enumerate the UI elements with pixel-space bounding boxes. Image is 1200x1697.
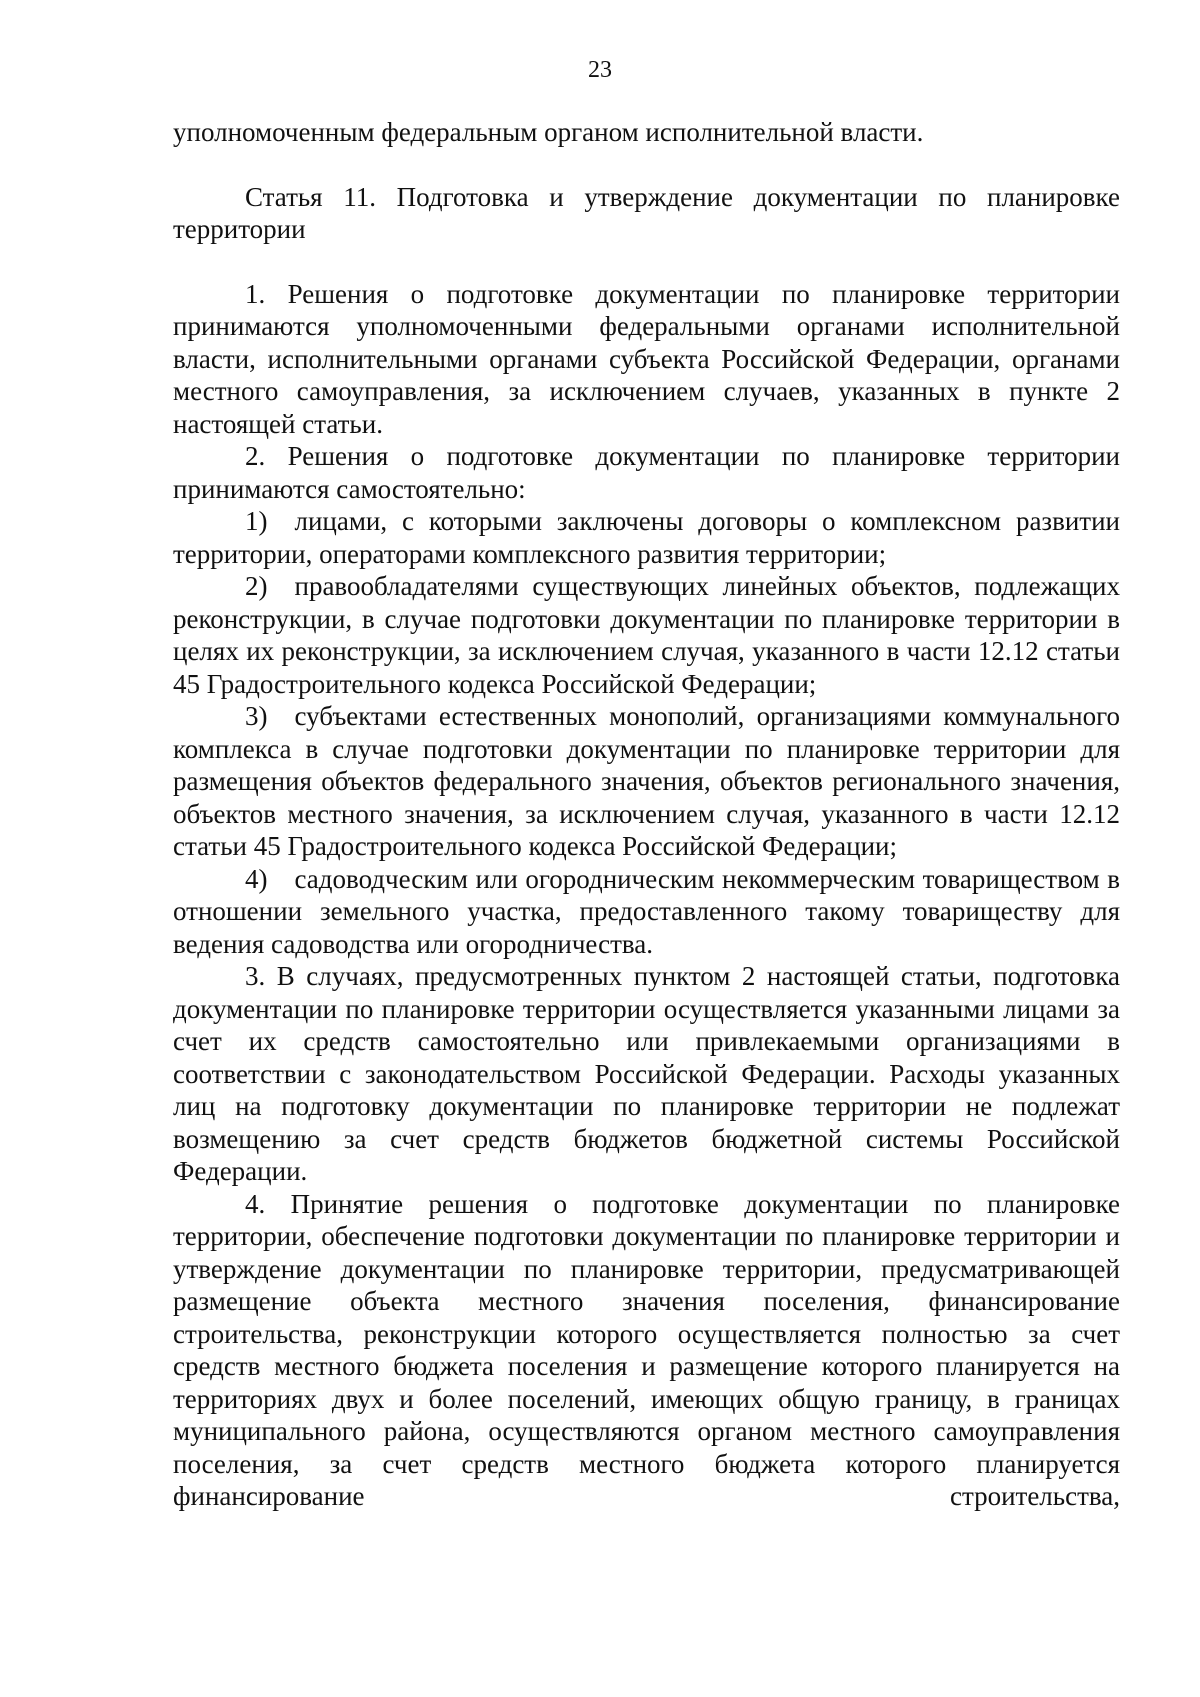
paragraph-3: 3. В случаях, предусмотренных пунктом 2 настоящей статьи, подготовка документации по планировке территории осуществляется указанными лицами за счет их средств самостоятельно или привлекаемыми организациями в соответствии с законодательством Российской Федерации. Расходы указанных лиц на подготовку документации по планировке территории не подлежат возмещению за счет средств бюджетов бюджетной системы Российской Федерации. — [173, 961, 1120, 1186]
carryover-paragraph: уполномоченным федеральным органом исполнительной власти. — [173, 117, 924, 147]
spacer — [173, 149, 1120, 181]
subitem-1: 1) лицами, с которыми заключены договоры о комплексном развитии территории, операторами комплексного развития территории; — [173, 506, 1120, 569]
article-heading: Статья 11. Подготовка и утверждение документации по планировке территории — [173, 181, 1120, 244]
page-number: 23 — [588, 57, 612, 83]
subitem-2: 2) правообладателями существующих линейных объектов, подлежащих реконструкции, в случае подготовки документации по планировке территории в целях их реконструкции, за исключением случая, указанного в части 12.12 статьи 45 Градостроительного кодекса Российской Федерации; — [173, 571, 1120, 699]
paragraph-4: 4. Принятие решения о подготовке документации по планировке территории, обеспечение подготовки документации по планировке территории и утверждение документации по планировке территории, предусматривающей размещение объекта местного значения поселения, финансирование строительства, реконструкции которого осуществляется полностью за счет средств местного бюджета поселения и размещение которого планируется на территориях двух и более поселений, имеющих общую границу, в границах муниципального района, осуществляются органом местного самоуправления поселения, за счет средств местного бюджета которого планируется финансирование строительства, — [173, 1188, 1120, 1511]
subitem-4: 4) садоводческим или огородническим некоммерческим товариществом в отношении земельного участка, предоставленного такому товариществу для ведения садоводства или огородничества. — [173, 863, 1120, 959]
subitem-3: 3) субъектами естественных монополий, организациями коммунального комплекса в случае подготовки документации по планировке территории для размещения объектов федерального значения, объектов регионального значения, объектов местного значения, за исключением случая, указанного в части 12.12 статьи 45 Градостроительного кодекса Российской Федерации; — [173, 701, 1120, 861]
paragraph-2: 2. Решения о подготовке документации по планировке территории принимаются самостоятельно: — [173, 441, 1120, 504]
paragraph-1: 1. Решения о подготовке документации по планировке территории принимаются уполномоченными федеральными органами исполнительной власти, исполнительными органами субъекта Российской Федерации, органами местного самоуправления, за исключением случаев, указанных в пункте 2 настоящей статьи. — [173, 278, 1120, 439]
document-body — [173, 116, 1120, 1513]
spacer — [173, 246, 1120, 278]
